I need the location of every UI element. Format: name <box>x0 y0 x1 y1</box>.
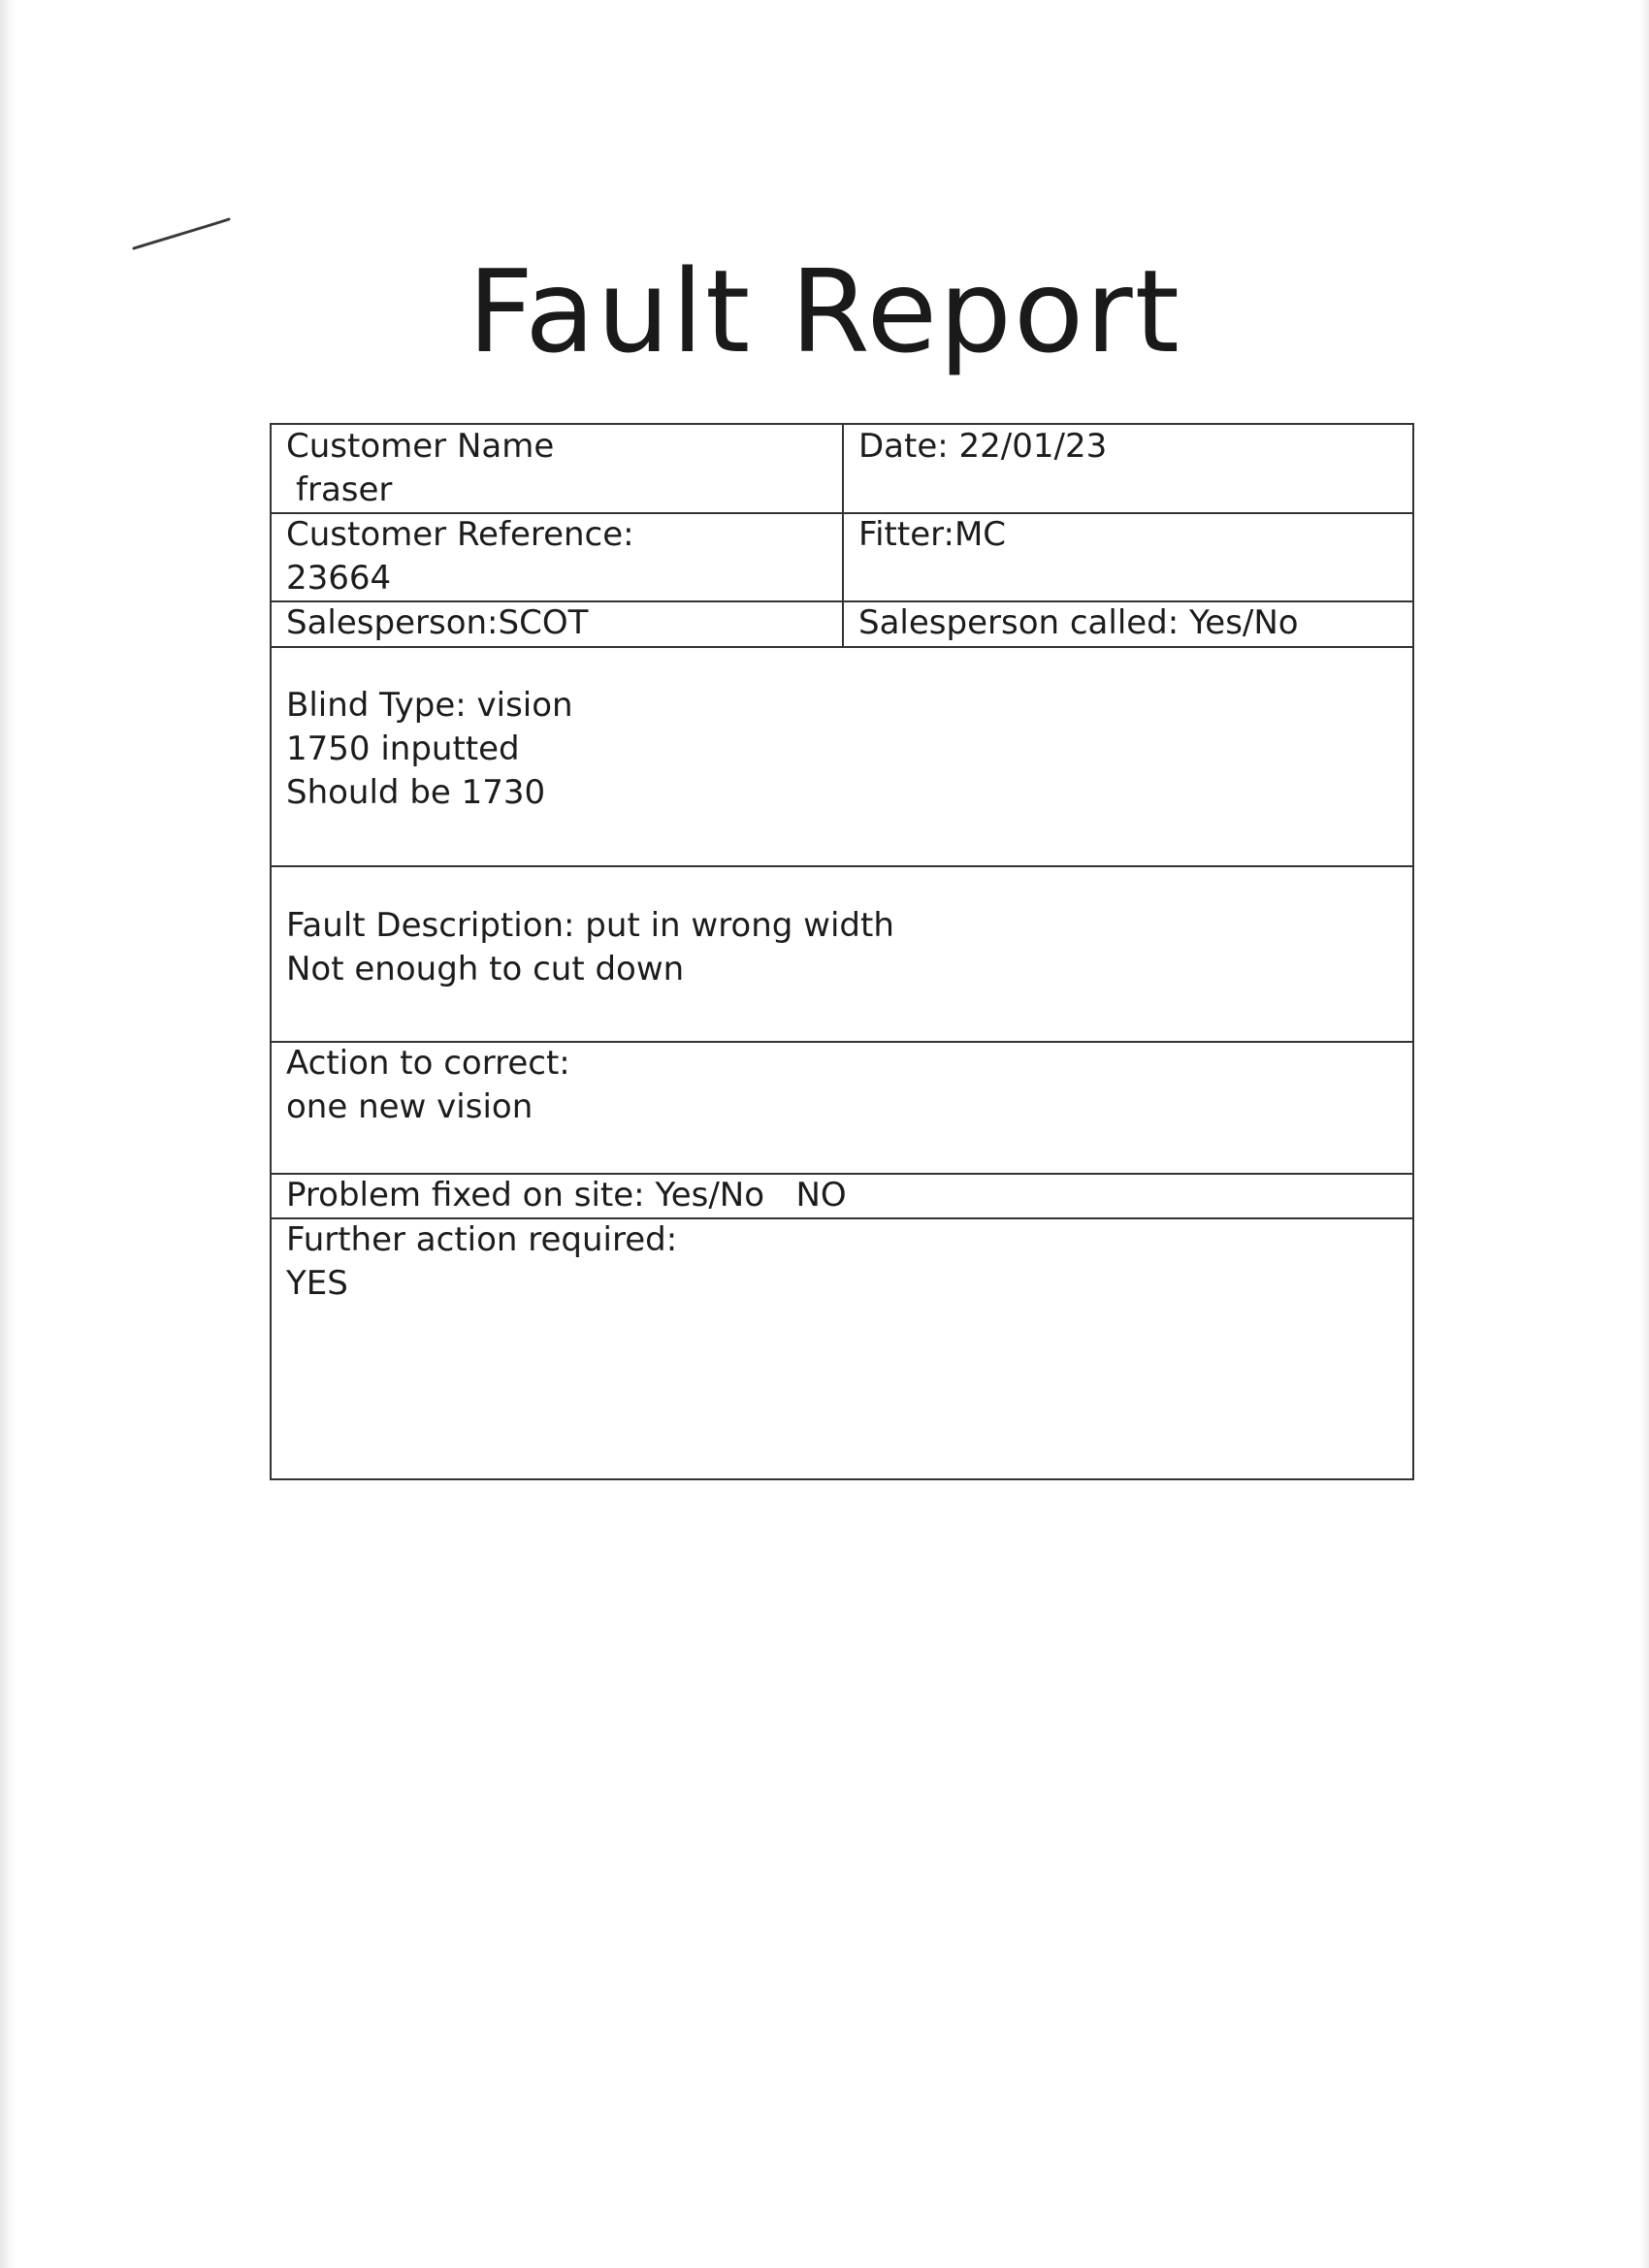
fitter-field: Fitter:MC <box>858 515 1007 554</box>
customer-reference-label: Customer Reference: <box>286 515 634 554</box>
customer-name-cell <box>272 425 842 512</box>
problem-fixed-cell <box>272 1174 1412 1217</box>
customer-name-value: fraser <box>296 470 393 509</box>
customer-reference-value: 23664 <box>286 559 392 598</box>
salesperson-cell <box>272 601 842 645</box>
action-value: one new vision <box>286 1087 534 1126</box>
action-label: Action to correct: <box>286 1044 570 1083</box>
customer-reference-cell <box>272 513 842 600</box>
fault-description-cell <box>272 904 1412 991</box>
blind-type-field: Blind Type: vision <box>286 686 573 725</box>
fault-description-note: Not enough to cut down <box>286 950 685 988</box>
blind-type-cell <box>272 684 1412 815</box>
salesperson-called-field: Salesperson called: Yes/No <box>858 603 1299 642</box>
fault-report-form <box>270 423 1414 1480</box>
fault-description-field: Fault Description: put in wrong width <box>286 906 894 945</box>
customer-name-label: Customer Name <box>286 427 555 466</box>
salesperson-called-cell <box>844 601 1412 645</box>
pen-stroke-mark <box>0 0 252 272</box>
problem-fixed-field: Problem fixed on site: Yes/No NO <box>286 1176 847 1215</box>
action-cell <box>272 1042 1412 1129</box>
further-action-label: Further action required: <box>286 1220 678 1259</box>
fitter-cell <box>844 513 1412 557</box>
blind-note-correct: Should be 1730 <box>286 773 546 812</box>
date-field: Date: 22/01/23 <box>858 427 1108 466</box>
page-title: Fault Report <box>468 244 1181 378</box>
row-divider <box>272 646 1412 648</box>
blind-note-inputted: 1750 inputted <box>286 729 520 768</box>
salesperson-field: Salesperson:SCOT <box>286 603 589 642</box>
date-cell <box>844 425 1412 469</box>
row-divider <box>272 865 1412 867</box>
further-action-cell <box>272 1218 1412 1306</box>
further-action-value: YES <box>286 1264 348 1303</box>
